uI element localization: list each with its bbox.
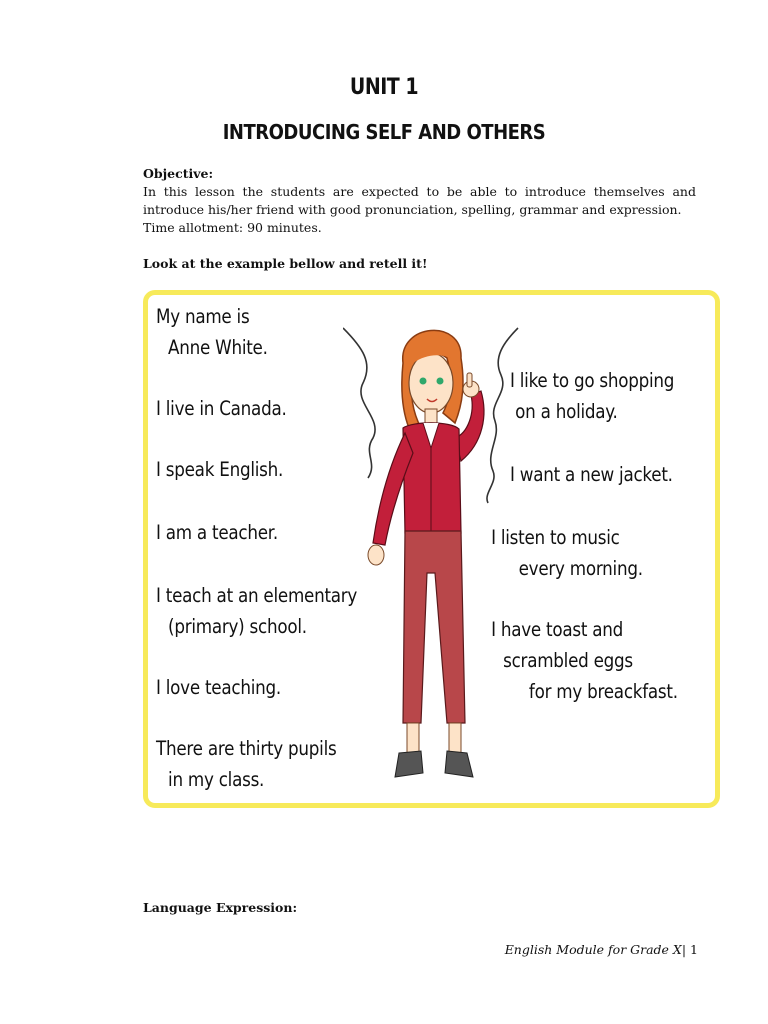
- statement-line: I speak English.: [156, 458, 284, 481]
- statement-line: I live in Canada.: [156, 397, 287, 420]
- statement-line: every morning.: [518, 557, 643, 580]
- right-statements: [491, 365, 678, 707]
- statement-line: on a holiday.: [515, 400, 618, 423]
- time-allotment: Time allotment: 90 minutes.: [143, 220, 322, 235]
- statement-line: There are thirty pupils: [156, 737, 337, 760]
- statement-line: I am a teacher.: [156, 521, 278, 544]
- statement-line: in my class.: [168, 768, 265, 791]
- lesson-title: INTRODUCING SELF AND OTHERS: [222, 120, 546, 145]
- statement-line: I want a new jacket.: [510, 463, 673, 486]
- language-expression-heading: Language Expression:: [143, 900, 298, 915]
- module-title: English Module for Grade X: [504, 942, 682, 957]
- statement-line: (primary) school.: [168, 615, 307, 638]
- objective-body: [143, 183, 696, 237]
- statement-line: I have toast and: [491, 618, 624, 641]
- teacher-illustration: [343, 303, 523, 793]
- page-number: 1: [690, 942, 698, 957]
- instruction-text: Look at the example bellow and retell it!: [143, 256, 428, 271]
- statement-line: I listen to music: [491, 526, 620, 549]
- left-statements: [156, 301, 357, 795]
- statement-line: I like to go shopping: [510, 369, 675, 392]
- footer-separator: |: [681, 942, 687, 957]
- unit-title: UNIT 1: [349, 74, 419, 100]
- statement-line: Anne White.: [168, 336, 268, 359]
- statement-line: My name is: [156, 305, 250, 328]
- statement-line: I love teaching.: [156, 676, 281, 699]
- statement-line: I teach at an elementary: [156, 584, 358, 607]
- page-footer: [505, 942, 698, 957]
- objective-heading: Objective:: [143, 166, 214, 181]
- illustration-panel: [143, 290, 720, 808]
- objective-text: In this lesson the students are expected to be able to introduce themselves and introduce his/her friend with good pronunciation, spelling, grammar and expression.: [143, 184, 696, 217]
- statement-line: scrambled eggs: [503, 649, 633, 672]
- statement-line: for my breackfast.: [528, 680, 678, 703]
